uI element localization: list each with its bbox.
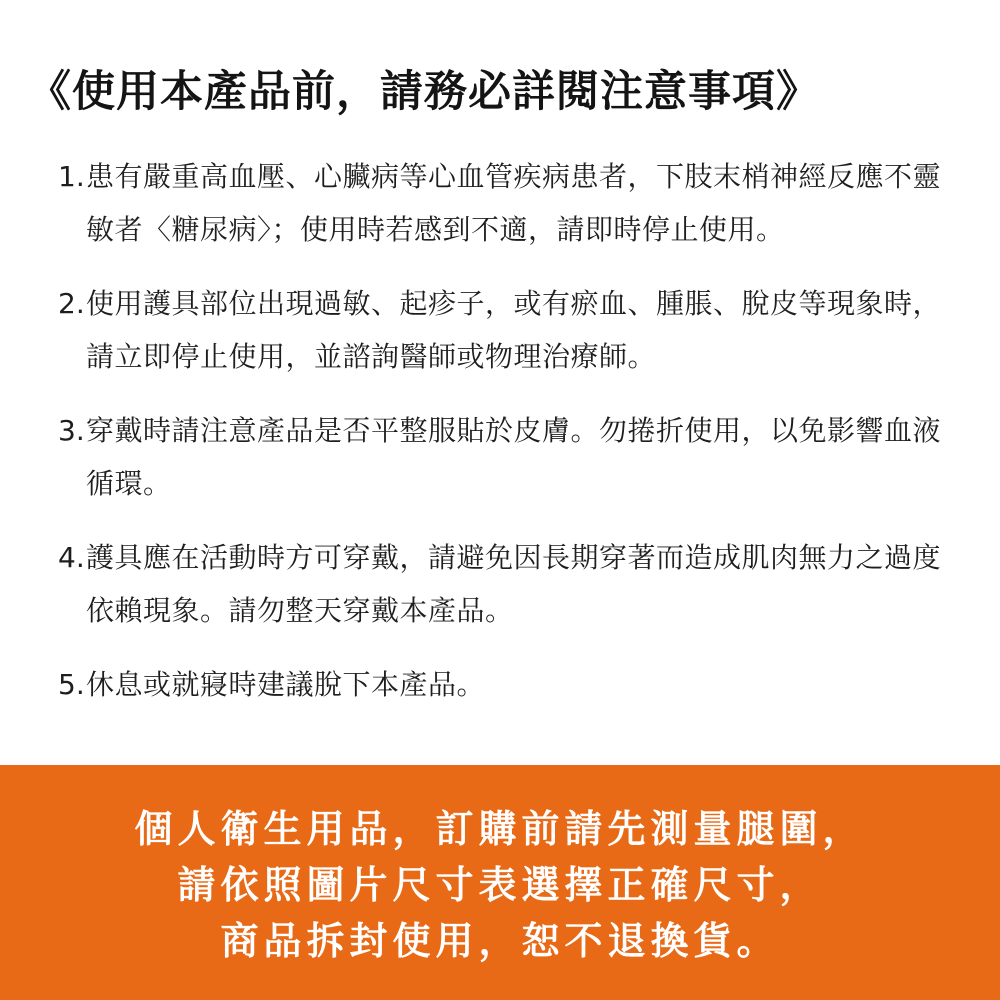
precaution-text: 使用護具部位出現過敏、起疹子，或有瘀血、腫脹、脫皮等現象時，請立即停止使用，並諮詢醫師或物理治療師。 bbox=[86, 287, 942, 373]
precaution-item bbox=[58, 531, 948, 637]
banner-line-size: 請依照圖片尺寸表選擇正確尺寸， bbox=[177, 863, 823, 907]
page-title: 《使用本產品前，請務必詳閱注意事項》 bbox=[28, 67, 820, 117]
banner-line-no-return: 商品拆封使用，恕不退換貨。 bbox=[220, 919, 780, 963]
precaution-number: 4. bbox=[58, 541, 85, 574]
precaution-text: 休息或就寢時建議脫下本產品。 bbox=[86, 668, 486, 701]
banner-text-block bbox=[0, 801, 1000, 969]
precaution-item bbox=[58, 658, 948, 711]
precautions-list bbox=[58, 150, 948, 732]
precaution-item bbox=[58, 277, 948, 383]
precaution-text: 護具應在活動時方可穿戴，請避免因長期穿著而造成肌肉無力之過度依賴現象。請勿整天穿戴本產品。 bbox=[86, 541, 942, 627]
precaution-number: 1. bbox=[58, 160, 85, 193]
precaution-item bbox=[58, 404, 948, 510]
precaution-text: 穿戴時請注意產品是否平整服貼於皮膚。勿捲折使用，以免影響血液循環。 bbox=[86, 414, 942, 500]
precaution-item bbox=[58, 150, 948, 256]
precaution-number: 2. bbox=[58, 287, 85, 320]
precaution-text: 患有嚴重高血壓、心臟病等心血管疾病患者，下肢末梢神經反應不靈敏者〈糖尿病〉；使用時若感到不適，請即時停止使用。 bbox=[86, 160, 942, 246]
return-policy-banner bbox=[0, 765, 1000, 1000]
banner-line-hygiene: 個人衛生用品，訂購前請先測量腿圍， bbox=[134, 807, 866, 851]
precaution-number: 3. bbox=[58, 414, 85, 447]
precaution-number: 5. bbox=[58, 668, 85, 701]
